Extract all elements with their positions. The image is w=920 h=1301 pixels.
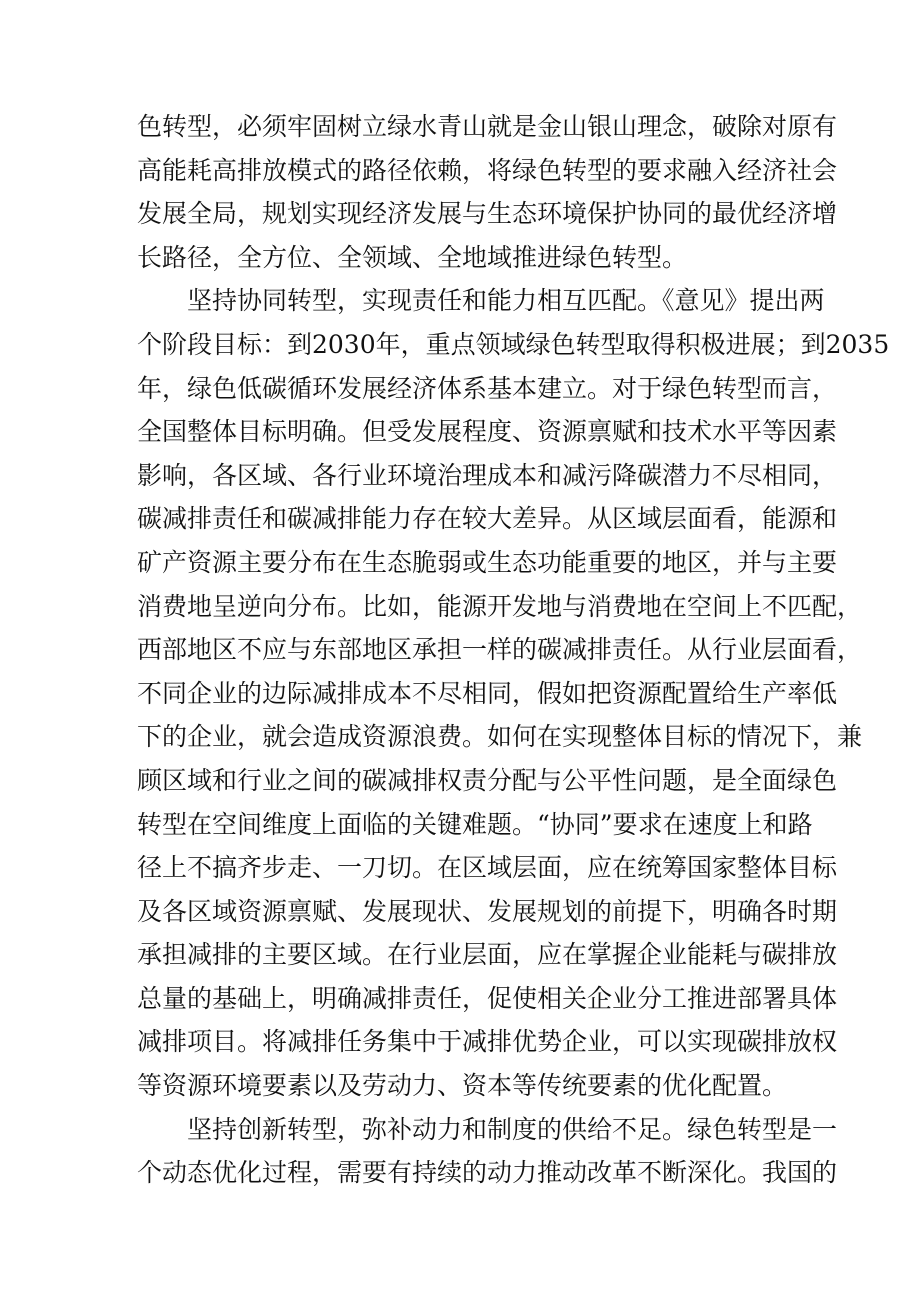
text-line: 下的企业，就会造成资源浪费。如何在实现整体目标的情况下，兼: [137, 722, 863, 752]
text-line: 及各区域资源禀赋、发展现状、发展规划的前提下，明确各时期: [137, 896, 838, 926]
paragraph: [137, 105, 838, 279]
paragraph: [137, 279, 890, 1107]
text-line: 碳减排责任和碳减排能力存在较大差异。从区域层面看，能源和: [137, 504, 838, 534]
text-line: 年，绿色低碳循环发展经济体系基本建立。对于绿色转型而言，: [137, 373, 838, 403]
paragraph: [137, 1108, 838, 1195]
text-line: 个阶段目标：到2030年，重点领域绿色转型取得积极进展；到2035: [137, 329, 890, 359]
text-line: 消费地呈逆向分布。比如，能源开发地与消费地在空间上不匹配，: [137, 591, 863, 621]
text-line: 个动态优化过程，需要有持续的动力推动改革不断深化。我国的: [137, 1158, 838, 1188]
text-line: 坚持创新转型，弥补动力和制度的供给不足。绿色转型是一: [187, 1114, 838, 1144]
text-line: 西部地区不应与东部地区承担一样的碳减排责任。从行业层面看，: [137, 635, 863, 665]
text-line: 长路径，全方位、全领域、全地域推进绿色转型。: [137, 242, 688, 272]
text-line: 顾区域和行业之间的碳减排权责分配与公平性问题，是全面绿色: [137, 765, 838, 795]
text-line: 发展全局，规划实现经济发展与生态环境保护协同的最优经济增: [137, 199, 838, 229]
text-line: 等资源环境要素以及劳动力、资本等传统要素的优化配置。: [137, 1071, 788, 1101]
text-line: 承担减排的主要区域。在行业层面，应在掌握企业能耗与碳排放: [137, 940, 838, 970]
text-line: 总量的基础上，明确减排责任，促使相关企业分工推进部署具体: [137, 983, 838, 1013]
text-line: 矿产资源主要分布在生态脆弱或生态功能重要的地区，并与主要: [137, 547, 838, 577]
text-line: 影响，各区域、各行业环境治理成本和减污降碳潜力不尽相同，: [137, 460, 838, 490]
text-line: 全国整体目标明确。但受发展程度、资源禀赋和技术水平等因素: [137, 417, 838, 447]
text-line: 高能耗高排放模式的路径依赖，将绿色转型的要求融入经济社会: [137, 155, 838, 185]
text-line: 径上不搞齐步走、一刀切。在区域层面，应在统筹国家整体目标: [137, 853, 838, 883]
text-line: 减排项目。将减排任务集中于减排优势企业，可以实现碳排放权: [137, 1027, 838, 1057]
text-line: 色转型，必须牢固树立绿水青山就是金山银山理念，破除对原有: [137, 112, 838, 141]
document-body: [137, 105, 890, 1195]
text-line: 转型在空间维度上面临的关键难题。“协同”要求在速度上和路: [137, 809, 813, 839]
text-line: 坚持协同转型，实现责任和能力相互匹配。《意见》提出两: [187, 286, 825, 316]
text-line: 不同企业的边际减排成本不尽相同，假如把资源配置给生产率低: [137, 678, 838, 708]
